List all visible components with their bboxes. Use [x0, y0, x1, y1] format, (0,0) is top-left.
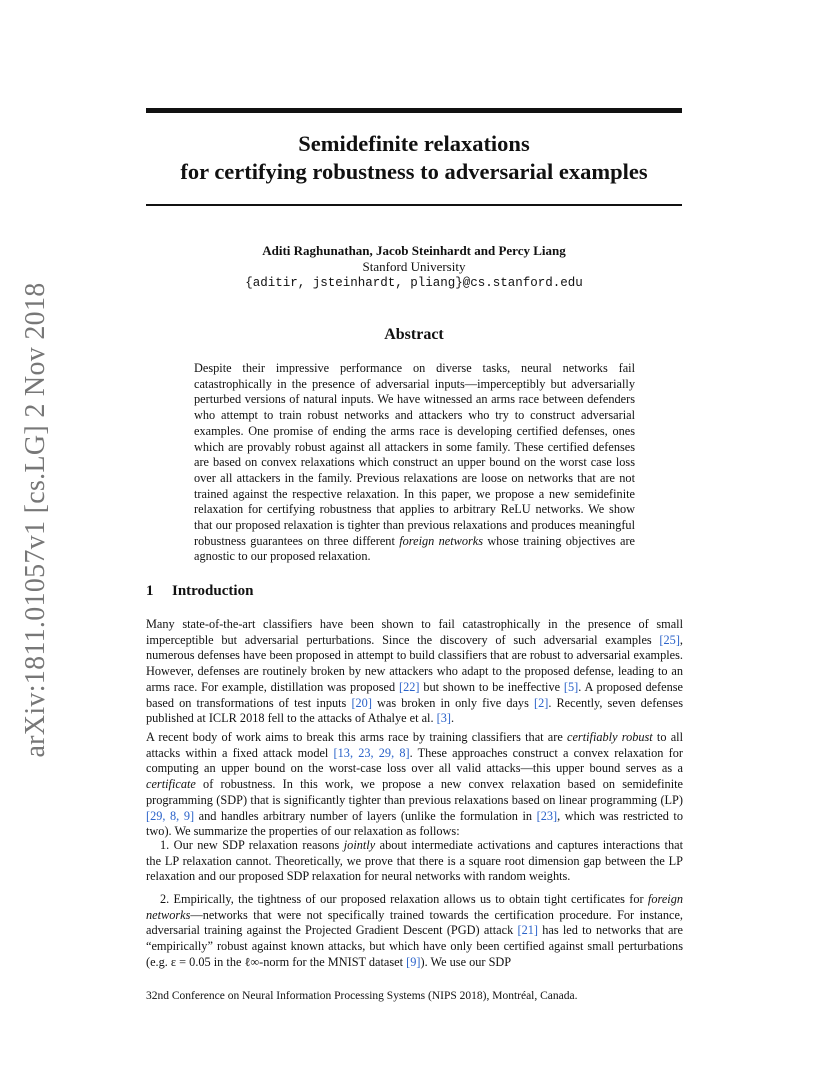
affiliation: Stanford University — [362, 259, 466, 274]
paper-title — [146, 130, 682, 186]
author-names: Aditi Raghunathan, Jacob Steinhardt and Percy Liang — [262, 243, 566, 258]
abstract-emphasis: foreign networks — [399, 533, 484, 548]
abstract-text: Despite their impressive performance on diverse tasks, neural networks fail catastrophically in the presence of adversarial inputs—imperceptibly but adversarially perturbed versions of natural inputs. We have witnessed an arms race between defenders who attempt to train robust networks and attackers who try to construct adversarial examples. One promise of ending the arms race is developing certified defenses, ones which are provably robust against all attackers in some family. These certified defenses are based on convex relaxations which construct an upper bound on the worst case loss over all attackers in the family. Previous relaxations are loose on networks that are not trained against the respective relaxation. In this paper, we propose a new semidefinite relaxation for certifying robustness that applies to arbitrary ReLU networks. We show that our proposed relaxation is tighter than previous relaxations and produces meaningful robustness guarantees on three different foreign networks whose training objectives are agnostic to our proposed relaxation. — [194, 361, 635, 564]
title-line-2: for certifying robustness to adversarial examples — [180, 159, 648, 184]
emphasis: certifiably robust — [567, 730, 653, 744]
emphasis: jointly — [343, 838, 376, 852]
title-top-rule — [146, 108, 682, 113]
title-line-1: Semidefinite relaxations — [298, 131, 530, 156]
citation-link[interactable]: [13, 23, 29, 8] — [333, 745, 410, 760]
citation-link[interactable]: [21] — [517, 923, 538, 938]
conference-footer: 32nd Conference on Neural Information Processing Systems (NIPS 2018), Montréal, Canada. — [146, 990, 578, 1002]
citation-link[interactable]: [2] — [533, 695, 549, 710]
citation-link[interactable]: [29, 8, 9] — [146, 808, 195, 823]
section-number: 1 — [146, 583, 154, 599]
section-heading-introduction — [146, 583, 253, 600]
author-email: {aditir, jsteinhardt, pliang}@cs.stanford.edu — [245, 276, 583, 290]
arxiv-side-stamp: arXiv:1811.01057v1 [cs.LG] 2 Nov 2018 — [20, 282, 51, 758]
section-title: Introduction — [172, 583, 254, 599]
intro-paragraph-2: A recent body of work aims to break this arms race by training classifiers that are certifiably robust to all attacks within a fixed attack model [13, 23, 29, 8]. These approaches construct a convex relaxation for computing an upper bound on the worst-case loss over all valid attacks—this upper bound serves as a certificate of robustness. In this work, we propose a new convex relaxation based on semidefinite programming (SDP) that is significantly tighter than previous relaxations based on linear programming (LP) [29, 8, 9] and handles arbitrary number of layers (unlike the formulation in [23], which was restricted to two). We summarize the properties of our relaxation as follows: — [146, 730, 684, 839]
intro-paragraph-4: 2. Empirically, the tightness of our proposed relaxation allows us to obtain tight certificates for foreign networks—networks that were not specifically trained towards the certification procedure. For instance, adversarial training against the Projected Gradient Descent (PGD) attack [21] has led to networks that are “empirically” robust against known attacks, but which have only been certified against small perturbations (e.g. ε = 0.05 in the ℓ∞-norm for the MNIST dataset [9]). We use our SDP — [146, 892, 683, 969]
intro-paragraph-3: 1. Our new SDP relaxation reasons jointly about intermediate activations and captures interactions that the LP relaxation cannot. Theoretically, we prove that there is a square root dimension gap between the LP relaxation and our proposed SDP relaxation for neural networks with random weights. — [146, 838, 683, 884]
emphasis: certificate — [146, 777, 196, 792]
citation-link[interactable]: [22] — [398, 679, 420, 694]
citation-link[interactable]: [20] — [351, 695, 372, 710]
emphasis: foreign networks — [146, 892, 683, 922]
intro-paragraph-1: Many state-of-the-art classifiers have been shown to fail catastrophically in the presence of small imperceptible but adversarial perturbations. Since the discovery of such adversarial examples [25], numerous defenses have been proposed in attempt to build classifiers that are robust to adversarial examples. However, defenses are routinely broken by new attackers who adapt to the proposed defense, leading to an arms race. For example, distillation was proposed [22] but shown to be ineffective [5]. A proposed defense based on transformations of test inputs [20] was broken in only five days [2]. Recently, seven defenses published at ICLR 2018 fell to the attacks of Athalye et al. [3]. — [146, 617, 683, 726]
citation-link[interactable]: [3] — [436, 711, 451, 726]
citation-link[interactable]: [23] — [536, 808, 558, 823]
citation-link[interactable]: [9] — [406, 954, 421, 969]
abstract-heading: Abstract — [384, 326, 444, 343]
citation-link[interactable]: [25] — [659, 632, 680, 647]
citation-link[interactable]: [5] — [563, 679, 579, 694]
author-block — [146, 243, 682, 291]
title-bottom-rule — [146, 204, 682, 206]
